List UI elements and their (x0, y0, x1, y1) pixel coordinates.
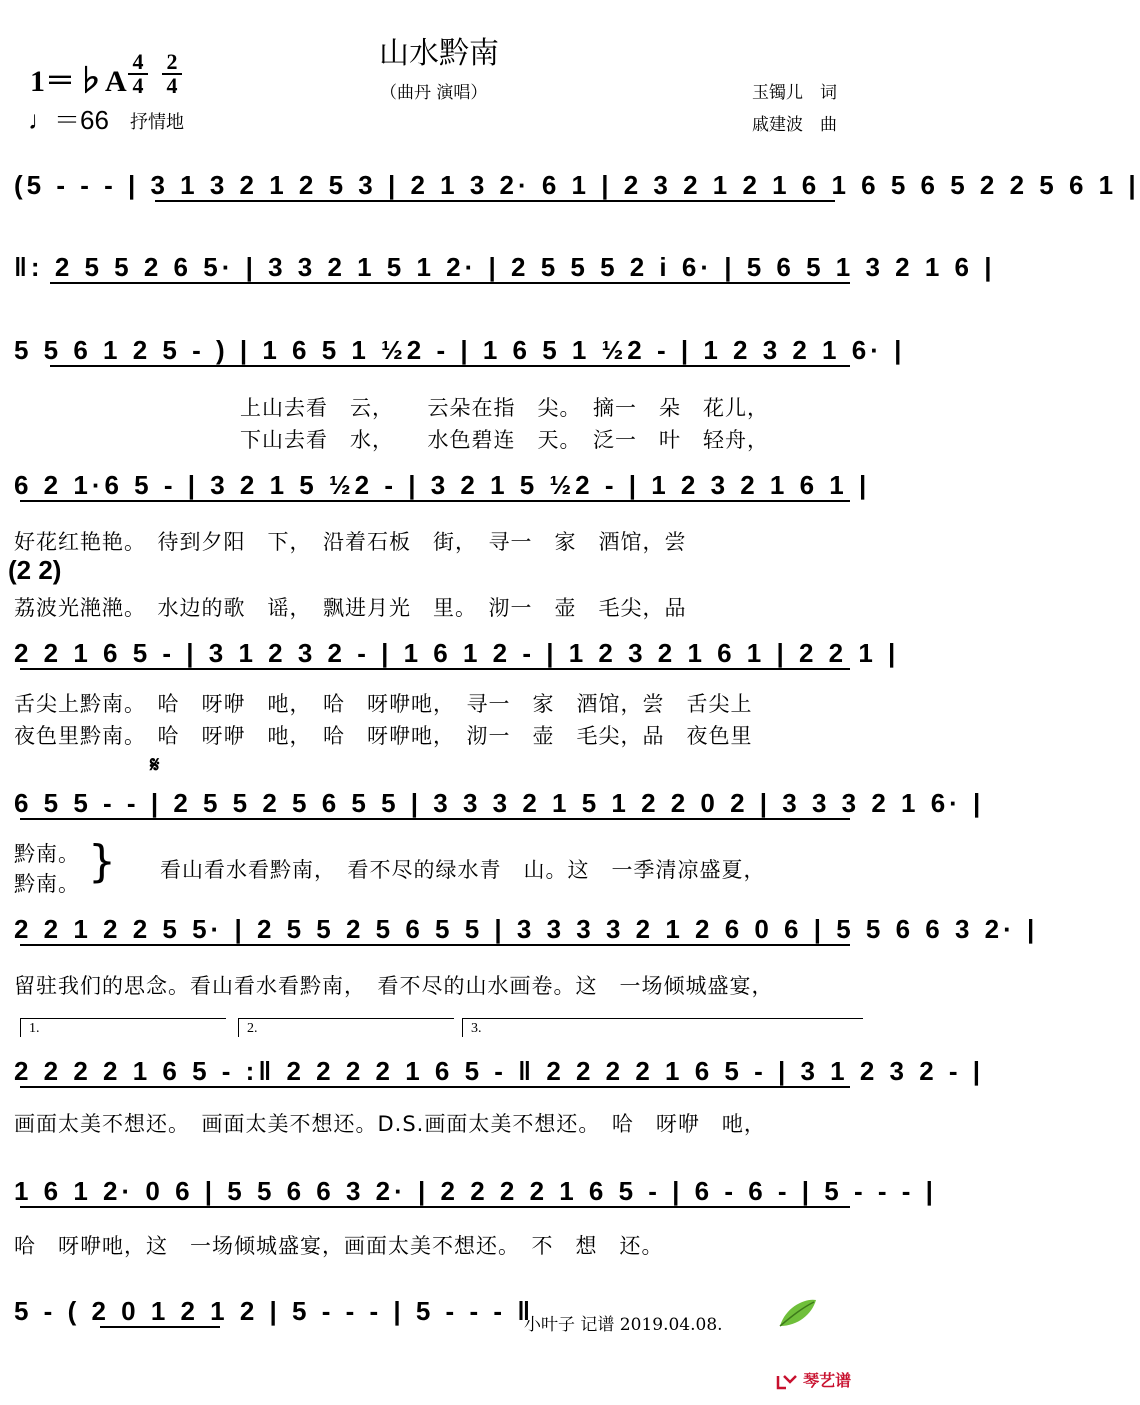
notation-row-7: 2 2 1 2 2 5 5· | 2 5 5 2 5 6 5 5 | 3 3 3 3 2 1 2 6 0 6 | 5 5 6 6 3 2· | (14, 914, 1039, 944)
notation-row-5: 2 2 1 6 5 - | 3 1 2 3 2 - | 1 6 1 2 - | 1 2 3 2 1 6 1 | 2 2 1 | (14, 638, 900, 668)
lyric-verse-1-end: 黔南。 (14, 842, 80, 866)
lyric-verse-2: 下山去看 水， 水色碧连 天。 泛一 叶 轻舟， (240, 428, 769, 452)
time-signature-4-4: 4 4 (128, 52, 148, 96)
volta-2: 2. (238, 1018, 454, 1037)
lyric-verse-2: 夜色里黔南。 哈 呀咿 吔， 哈 呀咿吔， 沏一 壶 毛尖，品 夜色里 (14, 724, 753, 748)
beam (20, 944, 850, 946)
lyric-chorus: 留驻我们的思念。看山看水看黔南， 看不尽的山水画卷。这 一场倾城盛宴， (14, 974, 774, 998)
key-signature: 1＝♭A (30, 65, 127, 98)
lyric-verse-1: 上山去看 云， 云朵在指 尖。 摘一 朵 花儿， (240, 396, 769, 420)
lyric-verse-2: 荔波光滟滟。 水边的歌 谣， 飘进月光 里。 沏一 壶 毛尖，品 (14, 596, 687, 620)
beam (155, 200, 835, 202)
beam (20, 1206, 850, 1208)
brand-icon (776, 1372, 798, 1392)
beam (50, 365, 850, 367)
volta-1: 1. (20, 1018, 226, 1037)
lyric-verse-1: 好花红艳艳。 待到夕阳 下， 沿着石板 街， 寻一 家 酒馆，尝 (14, 530, 687, 554)
beam (20, 668, 850, 670)
lyric-chorus: 看山看水看黔南， 看不尽的绿水青 山。这 一季清凉盛夏， (160, 858, 766, 882)
lyric-ending: 画面太美不想还。 画面太美不想还。D.S.画面太美不想还。 哈 呀咿 吔， (14, 1112, 766, 1136)
composer-credit: 戚建波 曲 (752, 115, 837, 135)
notation-row-1: (5 - - - | 3 1 3 2 1 2 5 3 | 2 1 3 2· 6 1 | 2 3 2 1 2 1 6 1 6 5 6 5 2 2 5 6 1 | (14, 170, 1140, 200)
notation-row-8: 2 2 2 2 1 6 5 - :‖ 2 2 2 2 1 6 5 - ‖ 2 2 2 2 1 6 5 - | 3 1 2 3 2 - | (14, 1056, 985, 1086)
beam (20, 500, 850, 502)
notation-row-3: 5 5 6 1 2 5 - ) | 1 6 5 1 ½2 - | 1 6 5 1 ½2 - | 1 2 3 2 1 6· | (14, 335, 906, 365)
expression-marking: 抒情地 (130, 112, 184, 133)
lyric-verse-1: 舌尖上黔南。 哈 呀咿 吔， 哈 呀咿吔， 寻一 家 酒馆，尝 舌尖上 (14, 692, 753, 716)
beam (100, 1326, 220, 1328)
beam (20, 1086, 850, 1088)
lyric-ending: 哈 呀咿吔，这 一场倾城盛宴，画面太美不想还。 不 想 还。 (14, 1234, 664, 1258)
segno-sign: 𝄋 (150, 752, 160, 777)
notation-row-9: 1 6 1 2· 0 6 | 5 5 6 6 3 2· | 2 2 2 2 1 6 5 - | 6 - 6 - | 5 - - - | (14, 1176, 937, 1206)
notation-row-4: 6 2 1·6 5 - | 3 2 1 5 ½2 - | 3 2 1 5 ½2 - | 1 2 3 2 1 6 1 | (14, 470, 871, 500)
alt-notes: (2 2) (8, 555, 62, 585)
brace: } (88, 836, 116, 887)
volta-3: 3. (462, 1018, 863, 1037)
lyric-verse-2-end: 黔南。 (14, 872, 80, 896)
beam (20, 818, 850, 820)
notation-row-2: ‖: 2 5 5 2 6 5· | 3 3 2 1 5 1 2· | 2 5 5 5 2 i 6· | 5 6 5 1 3 2 1 6 | (14, 252, 996, 282)
transcriber-note: 小叶子 记谱 2019.04.08. (524, 1315, 723, 1335)
tempo-marking: ♩＝66 (28, 105, 109, 135)
time-signature-2-4: 2 4 (162, 52, 182, 96)
performer-credit: （曲丹 演唱） (380, 83, 488, 103)
brand-name: 琴艺谱 (803, 1371, 852, 1390)
leaf-icon (776, 1296, 820, 1330)
notation-row-6: 6 5 5 - - | 2 5 5 2 5 6 5 5 | 3 3 3 2 1 5 1 2 2 0 2 | 3 3 3 2 1 6· | (14, 788, 985, 818)
page-title: 山水黔南 (379, 36, 499, 71)
lyricist-credit: 玉镯儿 词 (752, 83, 837, 103)
brand-logo (776, 1368, 851, 1392)
beam (50, 282, 850, 284)
notation-row-10: 5 - ( 2 0 1 2 1 2 | 5 - - - | 5 - - - ‖ (14, 1296, 535, 1326)
